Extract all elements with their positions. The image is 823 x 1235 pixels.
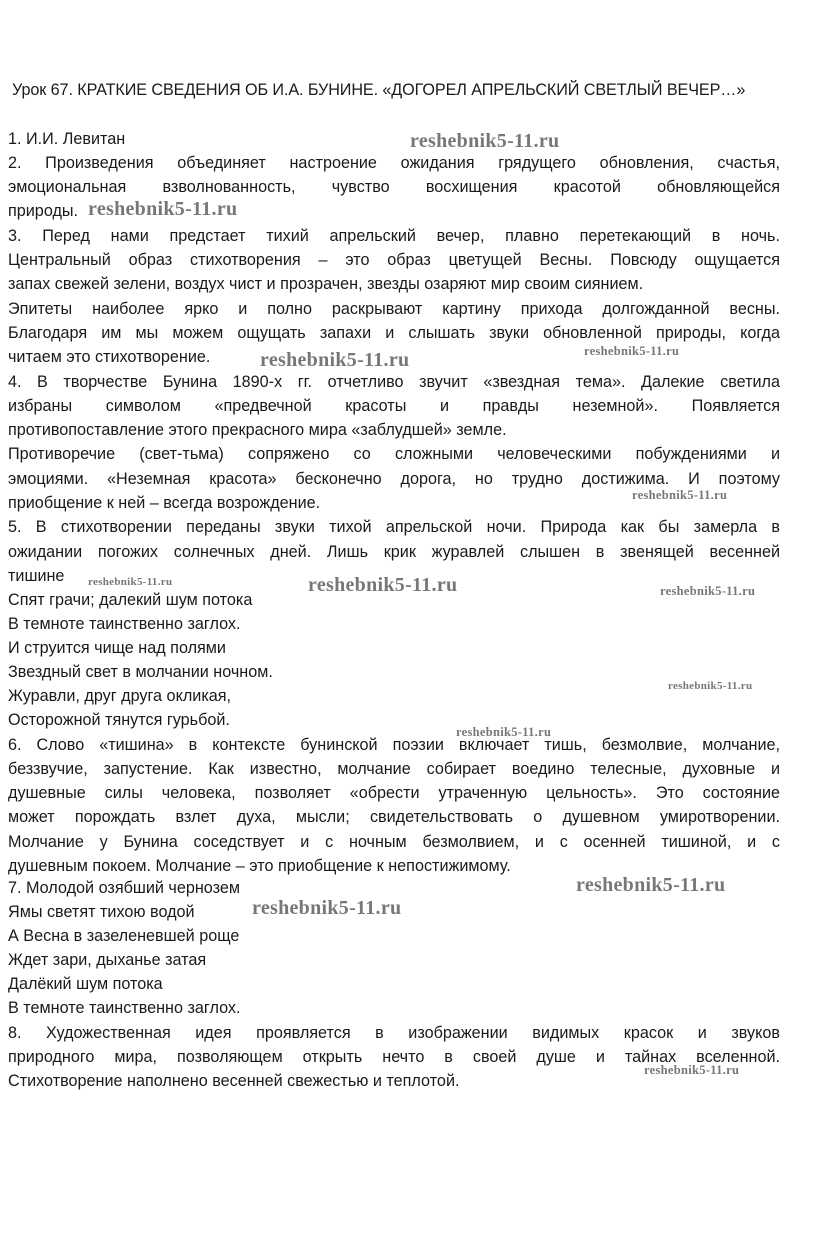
poem-line: В темноте таинственно заглох.	[8, 999, 241, 1017]
watermark: reshebnik5-11.ru	[644, 1063, 740, 1077]
answer-line: беззвучие, запустение. Как известно, молчание собирает воедино телесные, духовные и	[8, 760, 780, 778]
watermark: reshebnik5-11.ru	[584, 344, 680, 358]
answer-line: 2. Произведения объединяет настроение ожидания грядущего обновления, счастья,	[8, 154, 780, 172]
watermark: reshebnik5-11.ru	[456, 725, 552, 739]
watermark: reshebnik5-11.ru	[88, 576, 173, 588]
watermark: reshebnik5-11.ru	[410, 130, 560, 152]
answer-line: читаем это стихотворение.	[8, 348, 211, 366]
answer-line: противопоставление этого прекрасного мира «заблудшей» земле.	[8, 421, 507, 439]
answer-line: душевные силы человека, позволяет «обрести утраченную цельность». Это состояние	[8, 784, 780, 802]
watermark: reshebnik5-11.ru	[308, 574, 458, 596]
poem-line: 7. Молодой озябший чернозем	[8, 879, 240, 897]
watermark: reshebnik5-11.ru	[668, 680, 753, 692]
watermark: reshebnik5-11.ru	[632, 488, 728, 502]
poem-line: Спят грачи; далекий шум потока	[8, 591, 253, 609]
poem-line: Звездный свет в молчании ночном.	[8, 663, 273, 681]
poem-line: Ждет зари, дыханье затая	[8, 951, 207, 969]
watermark: reshebnik5-11.ru	[88, 198, 238, 220]
poem-line: И струится чище над полями	[8, 639, 226, 657]
answer-line: 6. Слово «тишина» в контексте бунинской поэзии включает тишь, безмолвие, молчание,	[8, 736, 780, 754]
watermark: reshebnik5-11.ru	[260, 349, 410, 371]
answer-line: эмоциями. «Неземная красота» бесконечно дорога, но трудно достижима. И поэтому	[8, 470, 780, 488]
answer-line: эмоциональная взволнованность, чувство восхищения красотой обновляющейся	[8, 178, 780, 196]
answer-line: тишине	[8, 567, 65, 585]
poem-line: Осторожной тянутся гурьбой.	[8, 711, 230, 729]
answer-line: избраны символом «предвечной красоты и правды неземной». Появляется	[8, 397, 780, 415]
answer-line: 8. Художественная идея проявляется в изображении видимых красок и звуков	[8, 1024, 780, 1042]
poem-line: В темноте таинственно заглох.	[8, 615, 241, 633]
answer-line: 1. И.И. Левитан	[8, 130, 126, 148]
answer-line: Молчание у Бунина соседствует и с ночным безмолвием, и с осенней тишиной, и с	[8, 833, 780, 851]
answer-line: 5. В стихотворении переданы звуки тихой апрельской ночи. Природа как бы замерла в	[8, 518, 780, 536]
answer-line: ожидании погожих солнечных дней. Лишь крик журавлей слышен в звенящей весенней	[8, 543, 780, 561]
answer-line: Центральный образ стихотворения – это образ цветущей Весны. Повсюду ощущается	[8, 251, 780, 269]
watermark: reshebnik5-11.ru	[660, 584, 756, 598]
poem-line: Ямы светят тихою водой	[8, 903, 195, 921]
answer-line: душевным покоем. Молчание – это приобщение к непостижимому.	[8, 857, 511, 875]
answer-line: может порождать взлет духа, мысли; свидетельствовать о душевном умиротворении.	[8, 808, 780, 826]
page-title: Урок 67. КРАТКИЕ СВЕДЕНИЯ ОБ И.А. БУНИНЕ. «ДОГОРЕЛ АПРЕЛЬСКИЙ СВЕТЛЫЙ ВЕЧЕР…»	[12, 81, 746, 99]
answer-line: природного мира, позволяющем открыть нечто в своей душе и тайнах вселенной.	[8, 1048, 780, 1066]
answer-line: природы.	[8, 202, 79, 220]
answer-line: приобщение к ней – всегда возрождение.	[8, 494, 321, 512]
answer-line: Противоречие (свет-тьма) сопряжено со сложными человеческими побуждениями и	[8, 445, 780, 463]
answer-line: 3. Перед нами предстает тихий апрельский вечер, плавно перетекающий в ночь.	[8, 227, 780, 245]
poem-line: Журавли, друг друга окликая,	[8, 687, 232, 705]
answer-line: Благодаря им мы можем ощущать запахи и слышать звуки обновленной природы, когда	[8, 324, 780, 342]
poem-line: А Весна в зазеленевшей роще	[8, 927, 240, 945]
answer-line: Стихотворение наполнено весенней свежестью и теплотой.	[8, 1072, 460, 1090]
watermark: reshebnik5-11.ru	[252, 897, 402, 919]
watermark: reshebnik5-11.ru	[576, 874, 726, 896]
answer-line: Эпитеты наиболее ярко и полно раскрывают картину прихода долгожданной весны.	[8, 300, 780, 318]
poem-line: Далёкий шум потока	[8, 975, 163, 993]
answer-line: 4. В творчестве Бунина 1890-х гг. отчетливо звучит «звездная тема». Далекие светила	[8, 373, 780, 391]
answer-line: запах свежей зелени, воздух чист и прозрачен, звезды озаряют мир своим сиянием.	[8, 275, 644, 293]
